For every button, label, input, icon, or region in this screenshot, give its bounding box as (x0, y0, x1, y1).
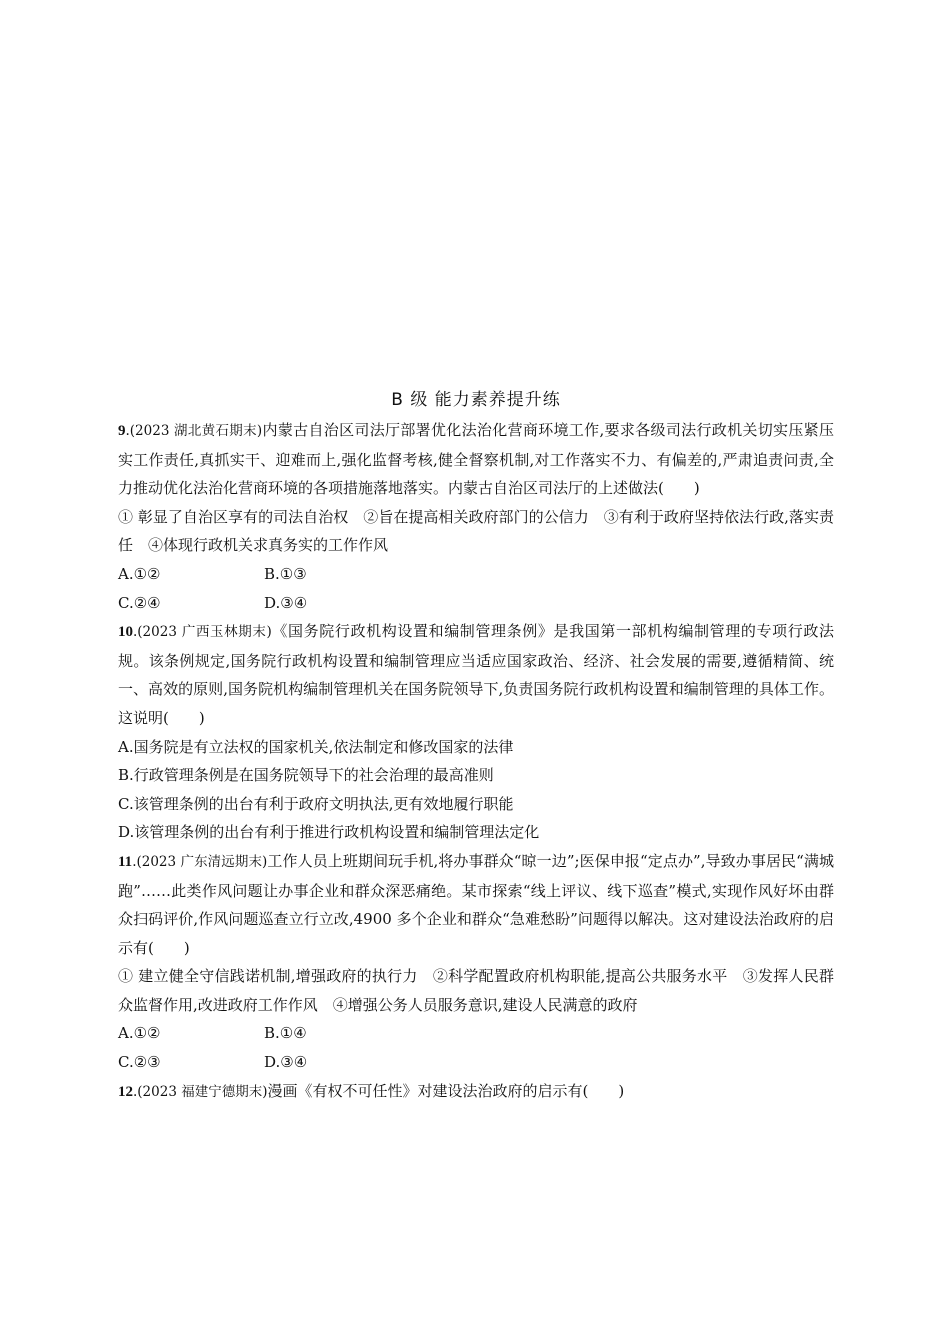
question-stem: 漫画《有权不可任性》对建设法治政府的启示有( ) (267, 1081, 625, 1100)
question-11 (118, 847, 834, 1077)
option-b[interactable]: B.行政管理条例是在国务院领导下的社会治理的最高准则 (118, 766, 494, 785)
question-number: 10 (118, 624, 133, 641)
choice-a[interactable]: A.①② (118, 1024, 161, 1043)
question-12 (118, 1077, 834, 1107)
question-statements: ① 彰显了自治区享有的司法自治权 ②旨在提高相关政府部门的公信力 ③有利于政府坚持依法行政,落实责任 ④体现行政机关求真务实的工作作风 (118, 507, 834, 555)
section-title: B 级 能力素养提升练 (391, 390, 561, 410)
question-stem: 工作人员上班期间玩手机,将办事群众“晾一边”;医保申报“定点办”,导致办事居民“满城跑”……此类作风问题让办事企业和群众深恶痛绝。某市探索“线上评议、线下巡查”模式,实现作风好坏由群众扫码评价,作风问题巡查立行立改,4900 多个企业和群众“急难愁盼”问题得以解决。这对建设法治政府的启示有( ) (118, 851, 835, 957)
choice-d[interactable]: D.③④ (264, 1053, 308, 1072)
option-a[interactable]: A.国务院是有立法权的国家机关,依法制定和修改国家的法律 (118, 737, 514, 756)
choice-d[interactable]: D.③④ (264, 593, 308, 612)
question-number: 12 (118, 1083, 133, 1100)
option-d[interactable]: D.该管理条例的出台有利于推进行政机构设置和编制管理法定化 (118, 823, 540, 842)
choice-b[interactable]: B.①④ (264, 1024, 307, 1043)
question-source: .(2023 福建宁德期末) (133, 1083, 268, 1100)
choice-row (118, 560, 834, 589)
question-number: 11 (118, 853, 133, 870)
question-source: .(2023 广东清远期末) (132, 853, 268, 870)
question-stem: 内蒙古自治区司法厅部署优化法治化营商环境工作,要求各级司法行政机关切实压紧压实工作责任,真抓实干、迎难而上,强化监督考核,健全督察机制,对工作落实不力、有偏差的,严肃追责问责,全力推动优化法治化营商环境的各项措施落地落实。内蒙古自治区司法厅的上述做法( ) (118, 421, 834, 498)
question-source: .(2023 广西玉林期末) (133, 624, 272, 641)
choice-c[interactable]: C.②④ (118, 593, 161, 612)
question-9 (118, 416, 834, 617)
choice-row (118, 1048, 834, 1077)
question-statements: ① 建立健全守信践诺机制,增强政府的执行力 ②科学配置政府机构职能,提高公共服务水平 ③发挥人民群众监督作用,改进政府工作作风 ④增强公务人员服务意识,建设人民满意的政府 (118, 967, 834, 1014)
question-10 (118, 617, 834, 847)
question-number: 9 (118, 423, 126, 439)
choice-row (118, 1019, 834, 1048)
choice-c[interactable]: C.②③ (118, 1053, 161, 1072)
choice-row (118, 589, 834, 618)
choice-a[interactable]: A.①② (118, 564, 161, 583)
option-c[interactable]: C.该管理条例的出台有利于政府文明执法,更有效地履行职能 (118, 794, 514, 813)
choice-b[interactable]: B.①③ (264, 564, 307, 583)
question-source: .(2023 湖北黄石期末) (125, 423, 263, 439)
question-section (118, 386, 834, 1106)
question-stem: 《国务院行政机构设置和编制管理条例》是我国第一部机构编制管理的专项行政法规。该条例规定,国务院行政机构设置和编制管理应当适应国家政治、经济、社会发展的需要,遵循精简、统一、高效的原则,国务院机构编制管理机关在国务院领导下,负责国务院行政机构设置和编制管理的具体工作。这说明( ) (118, 622, 834, 727)
